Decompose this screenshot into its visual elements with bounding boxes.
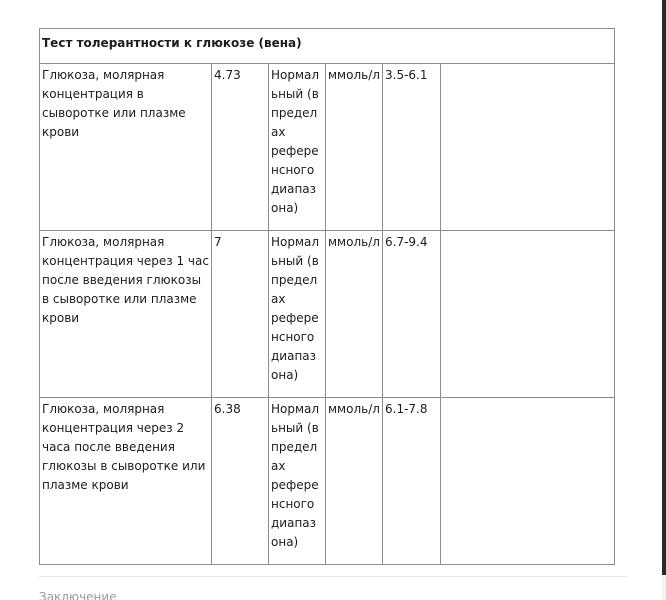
scrollbar-thumb[interactable]	[662, 0, 666, 575]
test-name-cell: Глюкоза, молярная концентрация через 1 час после введения глюкозы в сыворотке или плазме крови	[40, 231, 212, 398]
results-table	[39, 28, 615, 565]
table-row	[40, 398, 615, 565]
reference-range-cell: 6.1-7.8	[383, 398, 441, 565]
result-status-cell: Нормальный (в пределах референсного диапазона)	[269, 398, 326, 565]
comment-cell	[441, 398, 615, 565]
result-value-cell: 4.73	[212, 64, 269, 231]
test-name-cell: Глюкоза, молярная концентрация в сыворотке или плазме крови	[40, 64, 212, 231]
conclusion-heading: Заключение	[39, 590, 117, 600]
comment-cell	[441, 64, 615, 231]
reference-range-cell: 6.7-9.4	[383, 231, 441, 398]
unit-cell: ммоль/л	[326, 64, 383, 231]
section-divider	[39, 576, 627, 577]
reference-range-cell: 3.5-6.1	[383, 64, 441, 231]
result-status-cell: Нормальный (в пределах референсного диапазона)	[269, 64, 326, 231]
result-value-cell: 6.38	[212, 398, 269, 565]
unit-cell: ммоль/л	[326, 231, 383, 398]
result-status-cell: Нормальный (в пределах референсного диапазона)	[269, 231, 326, 398]
table-row	[40, 64, 615, 231]
test-name-cell: Глюкоза, молярная концентрация через 2 часа после введения глюкозы в сыворотке или плазме крови	[40, 398, 212, 565]
unit-cell: ммоль/л	[326, 398, 383, 565]
table-title: Тест толерантности к глюкозе (вена)	[40, 29, 615, 64]
table-title-row	[40, 29, 615, 64]
comment-cell	[441, 231, 615, 398]
result-value-cell: 7	[212, 231, 269, 398]
table-row	[40, 231, 615, 398]
